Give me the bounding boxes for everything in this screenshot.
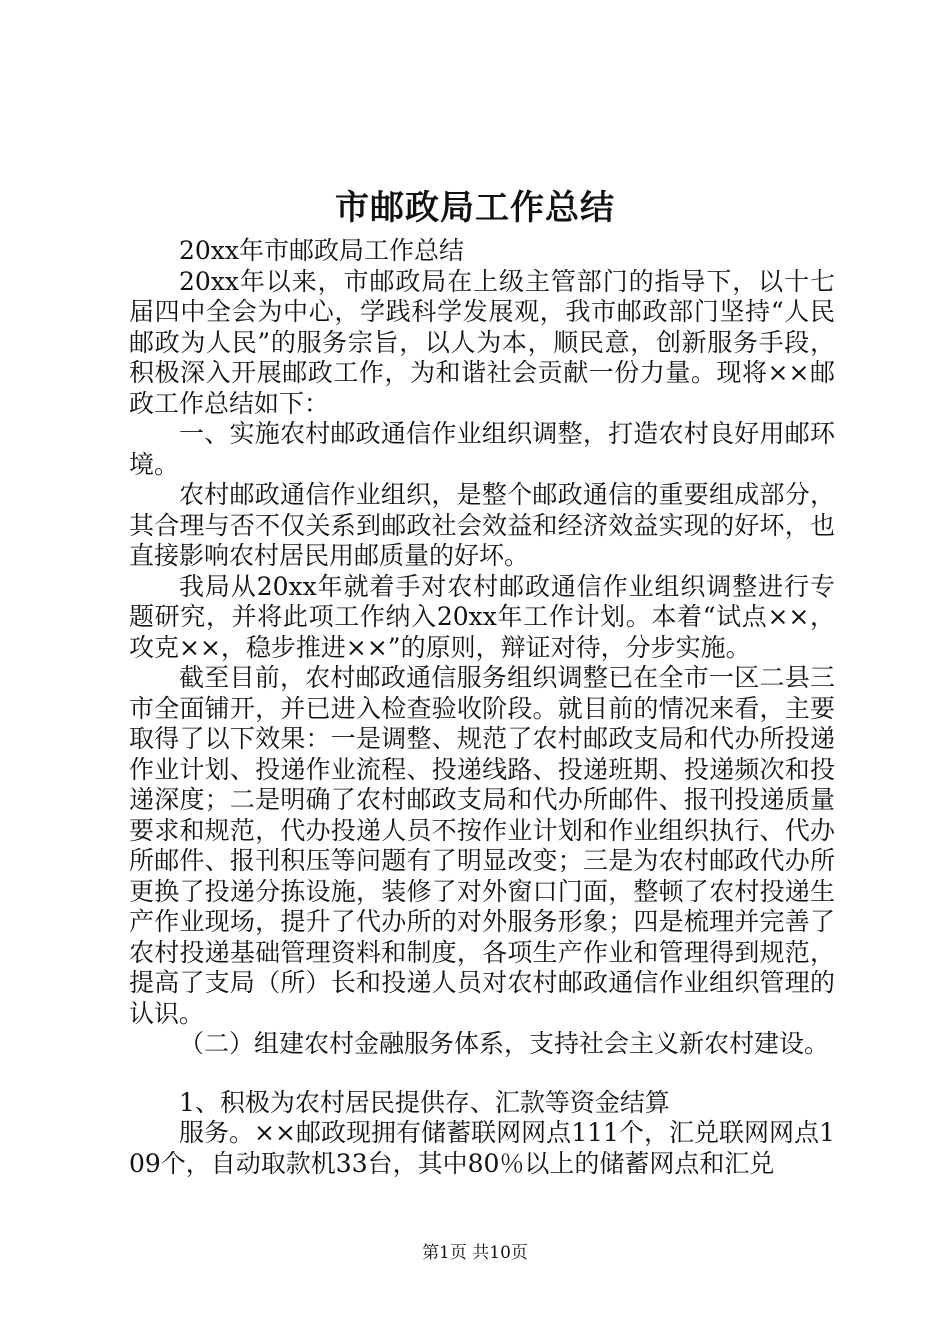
paragraph-subtitle: 20xx年市邮政局工作总结	[179, 236, 465, 265]
subsection-heading: 1、积极为农村居民提供存、汇款等资金结算	[179, 1087, 670, 1117]
paragraph-intro: 20xx年以来，市邮政局在上级主管部门的指导下，以十七届四中全会为中心，学践科学发展观，我市邮政部门坚持“人民邮政为人民”的服务宗旨，以人为本，顺民意，创新服务手段，积极深入开展邮政工作，为和谐社会贡献一份力量。现将××邮政工作总结如下：	[129, 266, 835, 418]
page-title: 市邮政局工作总结	[335, 188, 615, 228]
section-heading-1: 一、实施农村邮政通信作业组织调整，打造农村良好用邮环境。	[129, 419, 835, 479]
paragraph: 服务。××邮政现拥有储蓄联网网点111个，汇兑联网网点109个，自动取款机33台，其中80％以上的储蓄网点和汇兑	[129, 1118, 835, 1178]
page-footer: 第1页 共10页	[422, 1243, 528, 1263]
document-body	[129, 236, 835, 1179]
paragraph: 截至目前，农村邮政通信服务组织调整已在全市一区二县三市全面铺开，并已进入检查验收阶段。就目前的情况来看，主要取得了以下效果：一是调整、规范了农村邮政支局和代办所投递作业计划、投递作业流程、投递线路、投递班期、投递频次和投递深度；二是明确了农村邮政支局和代办所邮件、报刊投递质量要求和规范，代办投递人员不按作业计划和作业组织执行、代办所邮件、报刊积压等问题有了明显改变；三是为农村邮政代办所更换了投递分拣设施，装修了对外窗口门面，整顿了农村投递生产作业现场，提升了代办所的对外服务形象；四是梳理并完善了农村投递基础管理资料和制度，各项生产作业和管理得到规范，提高了支局（所）长和投递人员对农村邮政通信作业组织管理的认识。	[129, 663, 835, 1028]
paragraph: 农村邮政通信作业组织，是整个邮政通信的重要组成部分，其合理与否不仅关系到邮政社会效益和经济效益实现的好坏，也直接影响农村居民用邮质量的好坏。	[129, 480, 835, 570]
paragraph: 我局从20xx年就着手对农村邮政通信作业组织调整进行专题研究，并将此项工作纳入20xx年工作计划。本着“试点××，攻克××，稳步推进××”的原则，辩证对待，分步实施。	[129, 571, 835, 662]
section-heading-2: （二）组建农村金融服务体系，支持社会主义新农村建设。	[179, 1029, 830, 1058]
